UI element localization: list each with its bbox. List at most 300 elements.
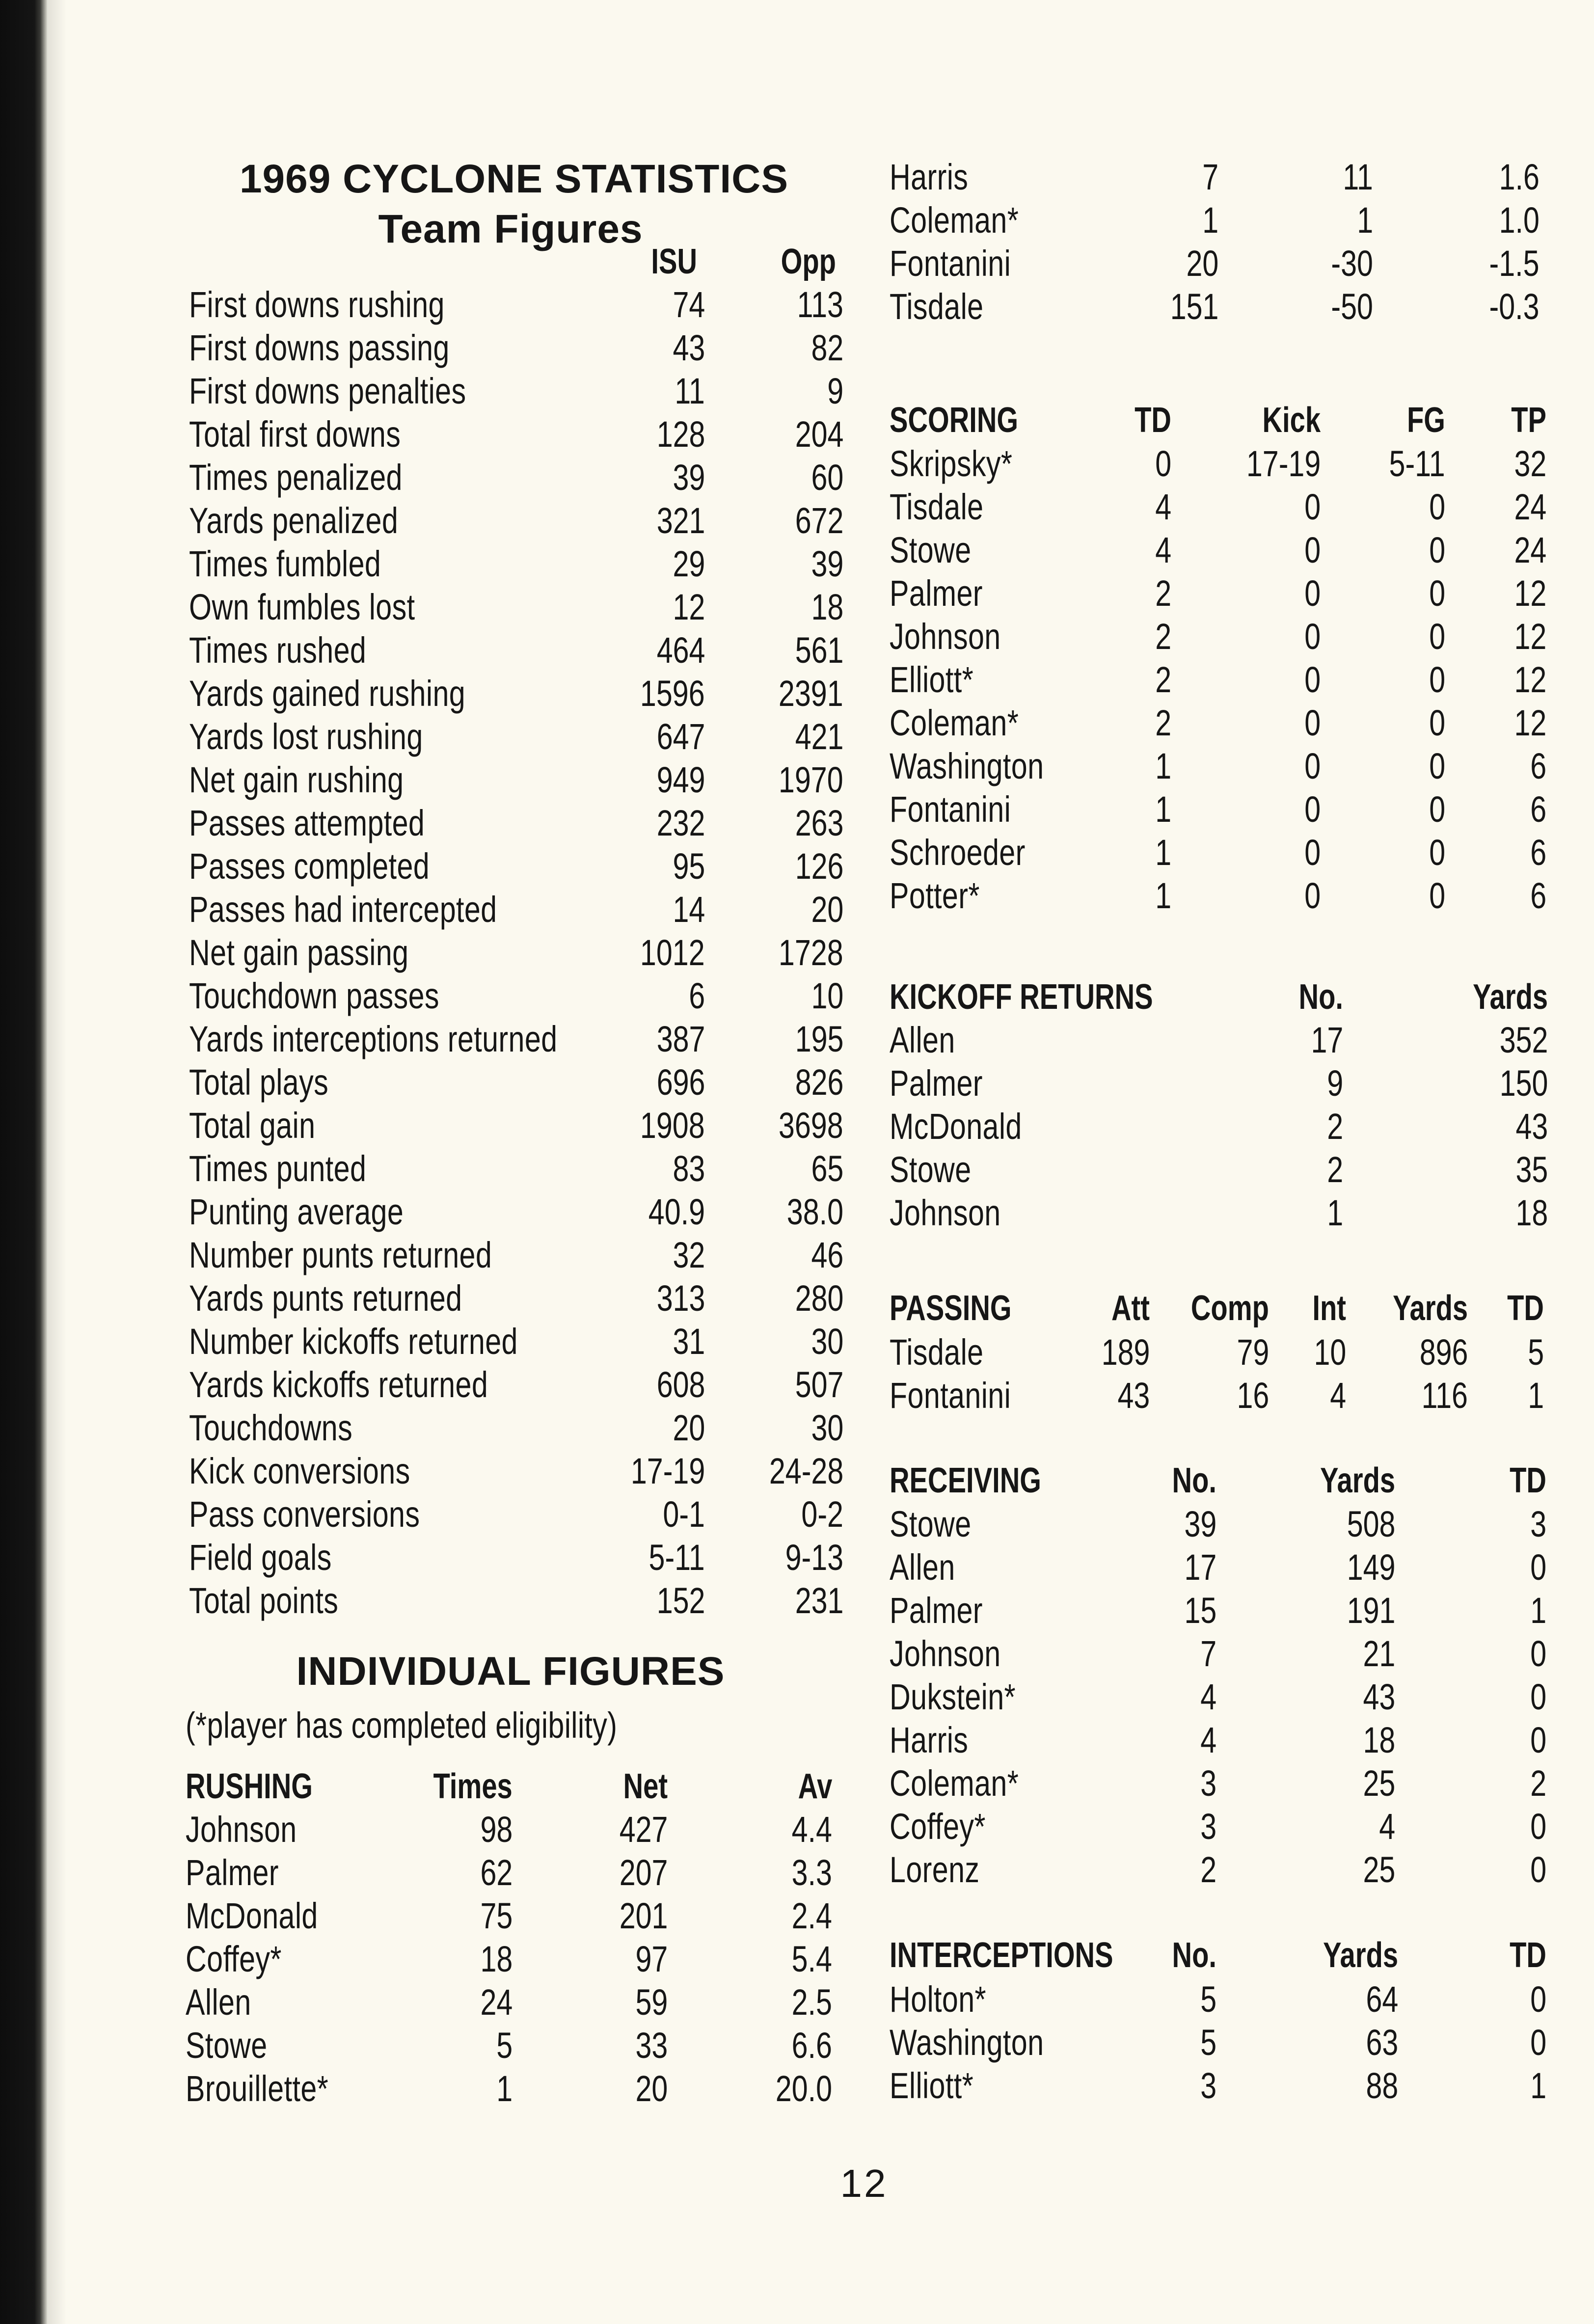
team-stat-label: Yards lost rushing xyxy=(189,716,423,757)
team-stat-label: First downs penalties xyxy=(189,371,466,411)
rushing-stat-value: 6.6 xyxy=(791,2025,832,2066)
receiving-stat-value: 0 xyxy=(1530,1633,1546,1674)
receiving-player-name: Harris xyxy=(890,1720,969,1760)
team-stat-opp-value: 46 xyxy=(811,1235,843,1275)
scoring-header: FG xyxy=(1407,401,1445,440)
team-stat-opp-value: 9 xyxy=(827,371,843,411)
team-stat-label: Times penalized xyxy=(189,457,403,498)
receiving-stat-value: 4 xyxy=(1379,1806,1395,1847)
scoring-stat-value: 12 xyxy=(1514,573,1546,614)
scoring-stat-value: 0 xyxy=(1304,832,1321,873)
rushing-player-name: Brouillette* xyxy=(186,2068,329,2109)
team-stat-opp-value: 0-2 xyxy=(801,1494,843,1535)
kickoff-returns-player-name: Palmer xyxy=(890,1063,983,1104)
receiving-stat-value: 2 xyxy=(1200,1849,1216,1890)
team-stat-opp-value: 1728 xyxy=(779,932,843,973)
rushing-stat-value: 151 xyxy=(1170,286,1218,327)
rushing-stat-value: 201 xyxy=(619,1895,668,1936)
team-stat-label: Times rushed xyxy=(189,630,367,671)
team-stat-opp-value: 30 xyxy=(811,1407,843,1448)
team-stat-isu-value: 696 xyxy=(656,1062,705,1103)
interceptions-player-name: Holton* xyxy=(890,1979,986,2020)
rushing-stat-value: 20 xyxy=(635,2068,668,2109)
rushing-stat-value: 20 xyxy=(1186,243,1218,284)
team-stat-label: Number kickoffs returned xyxy=(189,1321,518,1362)
passing-header: PASSING xyxy=(890,1289,1012,1328)
isu-column-header: ISU xyxy=(651,242,697,281)
team-stat-isu-value: 647 xyxy=(656,716,705,757)
scoring-stat-value: 0 xyxy=(1304,486,1321,527)
kickoff-returns-stat-value: 2 xyxy=(1327,1106,1343,1147)
rushing-stat-value: 24 xyxy=(480,1982,513,2023)
rushing-header: RUSHING xyxy=(186,1767,313,1806)
eligibility-note: (*player has completed eligibility) xyxy=(186,1705,618,1746)
scoring-header: SCORING xyxy=(890,401,1019,440)
scoring-player-name: Potter* xyxy=(890,875,980,916)
scoring-stat-value: 1 xyxy=(1155,789,1171,830)
team-stat-isu-value: 313 xyxy=(656,1278,705,1319)
team-stat-label: First downs passing xyxy=(189,327,450,368)
rushing-player-name: Coleman* xyxy=(890,200,1019,241)
rushing-stat-value: 20.0 xyxy=(775,2068,832,2109)
receiving-stat-value: 3 xyxy=(1200,1806,1216,1847)
kickoff-returns-stat-value: 352 xyxy=(1499,1020,1548,1060)
team-stat-opp-value: 421 xyxy=(795,716,843,757)
rushing-stat-value: 4.4 xyxy=(791,1809,832,1850)
team-stat-label: Net gain passing xyxy=(189,932,409,973)
interceptions-stat-value: 5 xyxy=(1200,1979,1216,2020)
receiving-stat-value: 0 xyxy=(1530,1720,1546,1760)
team-stat-opp-value: 195 xyxy=(795,1019,843,1059)
scoring-player-name: Skripsky* xyxy=(890,443,1013,484)
receiving-header: RECEIVING xyxy=(890,1461,1041,1500)
rushing-stat-value: -50 xyxy=(1331,286,1373,327)
team-stat-label: Number punts returned xyxy=(189,1235,492,1275)
team-stat-opp-value: 82 xyxy=(811,327,843,368)
opp-column-header: Opp xyxy=(781,242,836,281)
passing-stat-value: 116 xyxy=(1421,1375,1468,1416)
scoring-stat-value: 6 xyxy=(1530,875,1546,916)
passing-stat-value: 16 xyxy=(1237,1375,1269,1416)
team-stat-isu-value: 11 xyxy=(675,371,705,411)
passing-header: Yards xyxy=(1393,1289,1468,1328)
receiving-stat-value: 0 xyxy=(1530,1806,1546,1847)
scoring-player-name: Coleman* xyxy=(890,703,1019,743)
kickoff-returns-stat-value: 18 xyxy=(1515,1192,1548,1233)
kickoff-returns-header: KICKOFF RETURNS xyxy=(890,977,1153,1017)
scoring-stat-value: 6 xyxy=(1530,746,1546,786)
team-stat-isu-value: 464 xyxy=(656,630,705,671)
team-stat-isu-value: 29 xyxy=(673,543,705,584)
rushing-stat-value: 1 xyxy=(1202,200,1218,241)
passing-header: TD xyxy=(1507,1289,1544,1328)
interceptions-stat-value: 64 xyxy=(1366,1979,1398,2020)
team-stat-opp-value: 672 xyxy=(795,500,843,541)
receiving-player-name: Dukstein* xyxy=(890,1676,1016,1717)
team-stat-opp-value: 126 xyxy=(795,846,843,887)
rushing-stat-value: 33 xyxy=(635,2025,668,2066)
rushing-header: Av xyxy=(798,1767,832,1806)
team-stat-label: Total gain xyxy=(189,1105,316,1146)
scoring-stat-value: 0 xyxy=(1429,703,1445,743)
scoring-stat-value: 0 xyxy=(1429,659,1445,700)
receiving-stat-value: 18 xyxy=(1363,1720,1395,1760)
scoring-stat-value: 6 xyxy=(1530,789,1546,830)
receiving-player-name: Johnson xyxy=(890,1633,1001,1674)
passing-stat-value: 896 xyxy=(1419,1332,1468,1373)
page-gutter-shadow xyxy=(47,0,67,2324)
team-stat-isu-value: 95 xyxy=(673,846,705,887)
kickoff-returns-stat-value: 2 xyxy=(1327,1149,1343,1190)
team-stat-opp-value: 10 xyxy=(811,975,843,1016)
team-figures-heading: Team Figures xyxy=(378,207,643,251)
scoring-stat-value: 24 xyxy=(1514,486,1546,527)
page-number: 12 xyxy=(840,2162,888,2205)
scoring-stat-value: 1 xyxy=(1155,746,1171,786)
team-stat-opp-value: 30 xyxy=(811,1321,843,1362)
scoring-player-name: Palmer xyxy=(890,573,983,614)
rushing-stat-value: 62 xyxy=(480,1852,513,1893)
team-stat-label: First downs rushing xyxy=(189,284,445,325)
kickoff-returns-player-name: Allen xyxy=(890,1020,955,1060)
scoring-stat-value: 0 xyxy=(1304,875,1321,916)
team-stat-label: Passes completed xyxy=(189,846,430,887)
receiving-player-name: Palmer xyxy=(890,1590,983,1631)
team-stat-isu-value: 39 xyxy=(673,457,705,498)
team-stat-isu-value: 232 xyxy=(656,803,705,843)
rushing-stat-value: 75 xyxy=(480,1895,513,1936)
rushing-stat-value: 2.4 xyxy=(791,1895,832,1936)
rushing-stat-value: 5.4 xyxy=(791,1939,832,1979)
team-stat-isu-value: 31 xyxy=(673,1321,705,1362)
passing-stat-value: 10 xyxy=(1314,1332,1346,1373)
team-stat-label: Total first downs xyxy=(189,414,401,455)
interceptions-player-name: Elliott* xyxy=(890,2065,974,2106)
receiving-stat-value: 0 xyxy=(1530,1547,1546,1588)
team-stat-isu-value: 40.9 xyxy=(648,1191,705,1232)
team-stat-label: Passes had intercepted xyxy=(189,889,497,930)
team-stat-label: Passes attempted xyxy=(189,803,425,843)
scoring-stat-value: 0 xyxy=(1304,659,1321,700)
rushing-stat-value: 1.6 xyxy=(1499,157,1540,197)
kickoff-returns-stat-value: 9 xyxy=(1327,1063,1343,1104)
receiving-header: No. xyxy=(1172,1461,1216,1500)
scoring-stat-value: 4 xyxy=(1155,530,1171,570)
team-stat-isu-value: 321 xyxy=(656,500,705,541)
kickoff-returns-player-name: Stowe xyxy=(890,1149,972,1190)
team-stat-isu-value: 43 xyxy=(673,327,705,368)
team-stat-opp-value: 20 xyxy=(811,889,843,930)
receiving-stat-value: 0 xyxy=(1530,1849,1546,1890)
team-stat-opp-value: 38.0 xyxy=(786,1191,843,1232)
receiving-stat-value: 4 xyxy=(1200,1720,1216,1760)
passing-stat-value: 79 xyxy=(1237,1332,1269,1373)
scoring-stat-value: 0 xyxy=(1429,530,1445,570)
rushing-stat-value: -0.3 xyxy=(1489,286,1540,327)
receiving-header: TD xyxy=(1510,1461,1546,1500)
team-stat-isu-value: 6 xyxy=(689,975,705,1016)
scoring-stat-value: 0 xyxy=(1304,703,1321,743)
interceptions-player-name: Washington xyxy=(890,2022,1044,2063)
team-stat-label: Yards kickoffs returned xyxy=(189,1364,488,1405)
team-stat-opp-value: 9-13 xyxy=(785,1537,843,1578)
rushing-player-name: Allen xyxy=(186,1982,251,2023)
team-stat-opp-value: 561 xyxy=(795,630,843,671)
kickoff-returns-player-name: Johnson xyxy=(890,1192,1001,1233)
scoring-stat-value: 6 xyxy=(1530,832,1546,873)
team-stat-opp-value: 204 xyxy=(795,414,843,455)
scoring-stat-value: 0 xyxy=(1429,486,1445,527)
scoring-stat-value: 0 xyxy=(1429,746,1445,786)
passing-stat-value: 43 xyxy=(1117,1375,1150,1416)
passing-stat-value: 4 xyxy=(1330,1375,1346,1416)
team-stat-opp-value: 3698 xyxy=(779,1105,843,1146)
kickoff-returns-stat-value: 35 xyxy=(1515,1149,1548,1190)
scoring-stat-value: 5-11 xyxy=(1389,443,1445,484)
rushing-stat-value: 1 xyxy=(496,2068,513,2109)
team-stat-isu-value: 1012 xyxy=(640,932,705,973)
rushing-stat-value: 11 xyxy=(1343,157,1373,197)
rushing-stat-value: 1.0 xyxy=(1499,200,1540,241)
scoring-stat-value: 0 xyxy=(1304,573,1321,614)
scoring-header: TD xyxy=(1135,401,1171,440)
scoring-player-name: Tisdale xyxy=(890,486,984,527)
scoring-stat-value: 0 xyxy=(1304,530,1321,570)
receiving-stat-value: 2 xyxy=(1530,1763,1546,1804)
interceptions-header: INTERCEPTIONS xyxy=(890,1936,1113,1975)
team-stat-label: Punting average xyxy=(189,1191,404,1232)
team-stat-opp-value: 280 xyxy=(795,1278,843,1319)
scoring-player-name: Elliott* xyxy=(890,659,974,700)
team-stat-isu-value: 12 xyxy=(673,587,705,627)
interceptions-stat-value: 3 xyxy=(1200,2065,1216,2106)
scoring-stat-value: 0 xyxy=(1304,789,1321,830)
scoring-stat-value: 12 xyxy=(1514,659,1546,700)
scoring-header: Kick xyxy=(1262,401,1321,440)
rushing-player-name: Tisdale xyxy=(890,286,984,327)
passing-stat-value: 189 xyxy=(1101,1332,1150,1373)
team-stat-label: Total plays xyxy=(189,1062,329,1103)
receiving-stat-value: 508 xyxy=(1347,1504,1395,1544)
team-stat-opp-value: 113 xyxy=(797,284,843,325)
team-stat-opp-value: 263 xyxy=(795,803,843,843)
receiving-stat-value: 3 xyxy=(1200,1763,1216,1804)
scoring-stat-value: 0 xyxy=(1429,875,1445,916)
receiving-header: Yards xyxy=(1320,1461,1395,1500)
scoring-stat-value: 0 xyxy=(1304,616,1321,657)
scoring-stat-value: 0 xyxy=(1304,746,1321,786)
passing-header: Comp xyxy=(1190,1289,1269,1328)
team-stat-isu-value: 74 xyxy=(673,284,705,325)
receiving-stat-value: 17 xyxy=(1184,1547,1216,1588)
rushing-header: Net xyxy=(623,1767,668,1806)
rushing-player-name: Johnson xyxy=(186,1809,297,1850)
team-stat-label: Own fumbles lost xyxy=(189,587,415,627)
passing-header: Att xyxy=(1111,1289,1150,1328)
receiving-stat-value: 43 xyxy=(1363,1676,1395,1717)
scoring-stat-value: 0 xyxy=(1155,443,1171,484)
passing-player-name: Fontanini xyxy=(890,1375,1011,1416)
scoring-stat-value: 0 xyxy=(1429,573,1445,614)
team-stat-label: Kick conversions xyxy=(189,1451,410,1491)
rushing-stat-value: 207 xyxy=(619,1852,668,1893)
receiving-player-name: Coffey* xyxy=(890,1806,986,1847)
individual-figures-heading: INDIVIDUAL FIGURES xyxy=(296,1649,725,1694)
team-stat-isu-value: 949 xyxy=(656,759,705,800)
scoring-stat-value: 12 xyxy=(1514,616,1546,657)
team-stat-isu-value: 152 xyxy=(656,1580,705,1621)
passing-header: Int xyxy=(1312,1289,1346,1328)
team-stat-label: Yards penalized xyxy=(189,500,399,541)
team-stat-isu-value: 17-19 xyxy=(630,1451,705,1491)
receiving-stat-value: 191 xyxy=(1347,1590,1395,1631)
team-stat-isu-value: 0-1 xyxy=(663,1494,705,1535)
team-stat-isu-value: 608 xyxy=(656,1364,705,1405)
receiving-stat-value: 25 xyxy=(1363,1763,1395,1804)
team-stat-label: Times fumbled xyxy=(189,543,381,584)
rushing-stat-value: 97 xyxy=(635,1939,668,1979)
kickoff-returns-header: Yards xyxy=(1473,977,1548,1017)
receiving-stat-value: 21 xyxy=(1363,1633,1395,1674)
rushing-stat-value: 7 xyxy=(1202,157,1218,197)
scoring-stat-value: 2 xyxy=(1155,616,1171,657)
receiving-player-name: Allen xyxy=(890,1547,955,1588)
interceptions-stat-value: 1 xyxy=(1530,2065,1546,2106)
scoring-stat-value: 4 xyxy=(1155,486,1171,527)
scoring-stat-value: 0 xyxy=(1429,789,1445,830)
scoring-player-name: Washington xyxy=(890,746,1044,786)
scoring-player-name: Johnson xyxy=(890,616,1001,657)
rushing-stat-value: 59 xyxy=(635,1982,668,2023)
team-stat-opp-value: 60 xyxy=(811,457,843,498)
rushing-player-name: Palmer xyxy=(186,1852,279,1893)
rushing-player-name: Harris xyxy=(890,157,969,197)
interceptions-stat-value: 63 xyxy=(1366,2022,1398,2063)
team-stat-isu-value: 387 xyxy=(656,1019,705,1059)
rushing-stat-value: 3.3 xyxy=(791,1852,832,1893)
rushing-stat-value: -1.5 xyxy=(1489,243,1540,284)
team-stat-opp-value: 24-28 xyxy=(769,1451,843,1491)
rushing-stat-value: 2.5 xyxy=(791,1982,832,2023)
receiving-stat-value: 39 xyxy=(1184,1504,1216,1544)
scoring-player-name: Stowe xyxy=(890,530,972,570)
team-stat-isu-value: 1908 xyxy=(640,1105,705,1146)
scoring-header: TP xyxy=(1511,401,1546,440)
page-title: 1969 CYCLONE STATISTICS xyxy=(239,157,789,201)
rushing-player-name: Fontanini xyxy=(890,243,1011,284)
team-stat-isu-value: 128 xyxy=(656,414,705,455)
scoring-player-name: Schroeder xyxy=(890,832,1026,873)
team-stat-label: Yards interceptions returned xyxy=(189,1019,558,1059)
team-stat-label: Total points xyxy=(189,1580,339,1621)
team-stat-opp-value: 2391 xyxy=(779,673,843,714)
team-stat-isu-value: 83 xyxy=(673,1148,705,1189)
receiving-stat-value: 3 xyxy=(1530,1504,1546,1544)
team-stat-opp-value: 507 xyxy=(795,1364,843,1405)
rushing-stat-value: -30 xyxy=(1331,243,1373,284)
team-stat-opp-value: 39 xyxy=(811,543,843,584)
team-stat-opp-value: 18 xyxy=(811,587,843,627)
interceptions-stat-value: 0 xyxy=(1530,2022,1546,2063)
team-stat-label: Touchdowns xyxy=(189,1407,353,1448)
scoring-player-name: Fontanini xyxy=(890,789,1011,830)
interceptions-stat-value: 5 xyxy=(1200,2022,1216,2063)
scoring-stat-value: 2 xyxy=(1155,659,1171,700)
team-stat-label: Yards gained rushing xyxy=(189,673,466,714)
passing-stat-value: 5 xyxy=(1528,1332,1544,1373)
team-stat-label: Pass conversions xyxy=(189,1494,420,1535)
team-stat-label: Touchdown passes xyxy=(189,975,439,1016)
interceptions-stat-value: 0 xyxy=(1530,1979,1546,2020)
kickoff-returns-stat-value: 43 xyxy=(1515,1106,1548,1147)
scoring-stat-value: 17-19 xyxy=(1246,443,1321,484)
team-stat-opp-value: 1970 xyxy=(779,759,843,800)
scoring-stat-value: 0 xyxy=(1429,832,1445,873)
interceptions-header: Yards xyxy=(1323,1936,1398,1975)
team-stat-isu-value: 20 xyxy=(673,1407,705,1448)
rushing-player-name: McDonald xyxy=(186,1895,318,1936)
rushing-player-name: Coffey* xyxy=(186,1939,282,1979)
receiving-stat-value: 0 xyxy=(1530,1676,1546,1717)
interceptions-header: TD xyxy=(1510,1936,1546,1975)
book-spine xyxy=(0,0,47,2324)
team-stat-label: Times punted xyxy=(189,1148,367,1189)
scoring-stat-value: 12 xyxy=(1514,703,1546,743)
receiving-player-name: Lorenz xyxy=(890,1849,980,1890)
rushing-stat-value: 18 xyxy=(480,1939,513,1979)
rushing-stat-value: 5 xyxy=(496,2025,513,2066)
rushing-header: Times xyxy=(433,1767,513,1806)
kickoff-returns-stat-value: 17 xyxy=(1311,1020,1343,1060)
scoring-stat-value: 0 xyxy=(1429,616,1445,657)
receiving-stat-value: 25 xyxy=(1363,1849,1395,1890)
receiving-player-name: Stowe xyxy=(890,1504,972,1544)
scoring-stat-value: 2 xyxy=(1155,703,1171,743)
team-stat-label: Net gain rushing xyxy=(189,759,404,800)
kickoff-returns-stat-value: 150 xyxy=(1499,1063,1548,1104)
scoring-stat-value: 24 xyxy=(1514,530,1546,570)
team-stat-isu-value: 32 xyxy=(673,1235,705,1275)
team-stat-isu-value: 14 xyxy=(673,889,705,930)
team-stat-opp-value: 231 xyxy=(795,1580,843,1621)
rushing-player-name: Stowe xyxy=(186,2025,268,2066)
interceptions-stat-value: 88 xyxy=(1366,2065,1398,2106)
rushing-stat-value: 1 xyxy=(1357,200,1373,241)
team-stat-label: Field goals xyxy=(189,1537,332,1578)
scoring-stat-value: 1 xyxy=(1155,832,1171,873)
team-stat-isu-value: 1596 xyxy=(640,673,705,714)
receiving-stat-value: 4 xyxy=(1200,1676,1216,1717)
scoring-stat-value: 2 xyxy=(1155,573,1171,614)
kickoff-returns-header: No. xyxy=(1298,977,1343,1017)
scoring-stat-value: 32 xyxy=(1514,443,1546,484)
kickoff-returns-player-name: McDonald xyxy=(890,1106,1022,1147)
team-stat-label: Yards punts returned xyxy=(189,1278,462,1319)
kickoff-returns-stat-value: 1 xyxy=(1327,1192,1343,1233)
receiving-stat-value: 7 xyxy=(1200,1633,1216,1674)
team-stat-isu-value: 5-11 xyxy=(648,1537,705,1578)
passing-stat-value: 1 xyxy=(1528,1375,1544,1416)
scoring-stat-value: 1 xyxy=(1155,875,1171,916)
passing-player-name: Tisdale xyxy=(890,1332,984,1373)
rushing-stat-value: 98 xyxy=(480,1809,513,1850)
team-stat-opp-value: 826 xyxy=(795,1062,843,1103)
receiving-stat-value: 149 xyxy=(1347,1547,1395,1588)
interceptions-header: No. xyxy=(1172,1936,1216,1975)
receiving-stat-value: 15 xyxy=(1184,1590,1216,1631)
receiving-player-name: Coleman* xyxy=(890,1763,1019,1804)
receiving-stat-value: 1 xyxy=(1530,1590,1546,1631)
